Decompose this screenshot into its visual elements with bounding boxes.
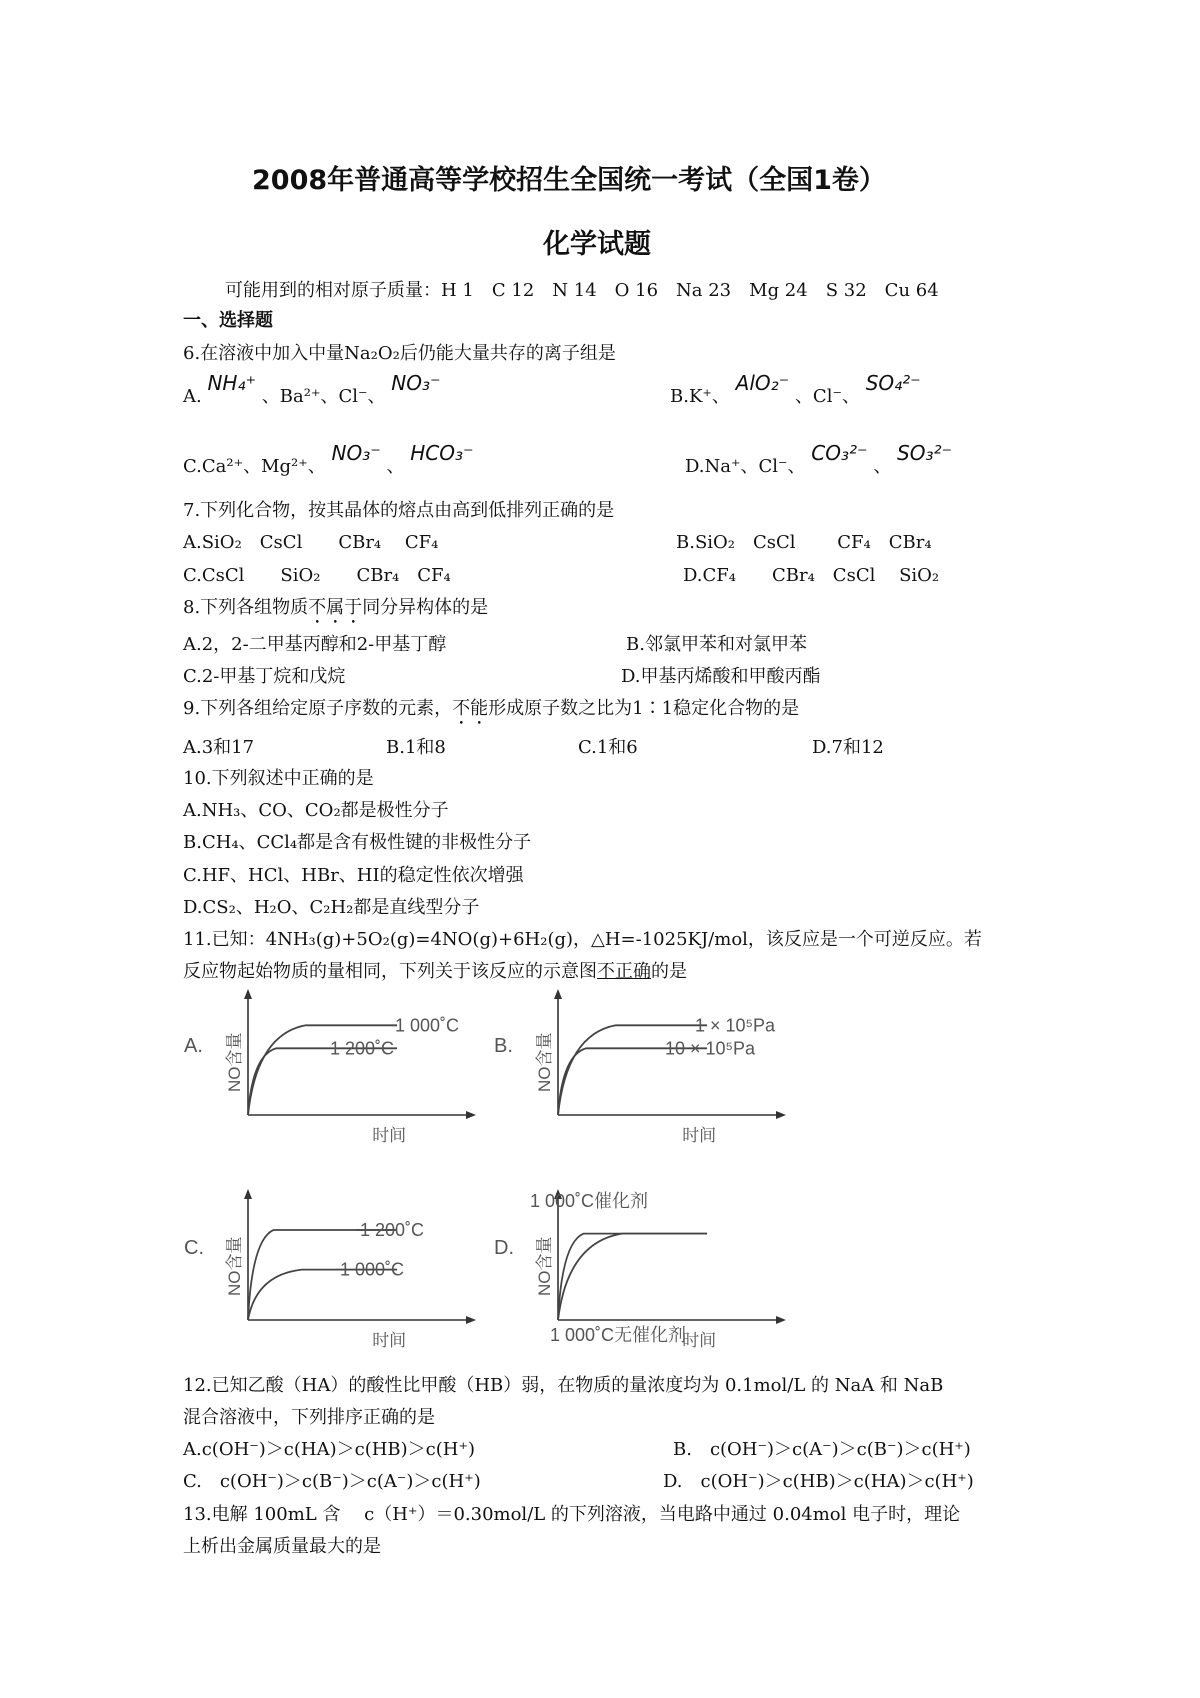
panel-letter: A. (184, 1034, 203, 1057)
q9-stem-pre: 9.下列各组给定原子序数的元素， (183, 698, 453, 719)
y-axis-label: NO含量 (535, 1236, 554, 1296)
series-label-0: 1 200˚C (360, 1220, 425, 1240)
q9-option-d: D.7和12 (812, 737, 884, 758)
q6-option-d (685, 441, 953, 478)
q6-c-mid: 、 (386, 456, 405, 477)
q10-option-c: C.HF、HCl、HBr、HI的稳定性依次增强 (183, 865, 524, 886)
page-subtitle: 化学试题 (543, 229, 651, 260)
q6-d-ion2: SO₃²⁻ (897, 441, 953, 465)
q8-option-c: C.2-甲基丁烷和戊烷 (183, 666, 346, 687)
q9-stem-emphasis: 不能 (452, 698, 489, 719)
series-label-1: 1 000˚C无催化剂 (550, 1325, 687, 1345)
y-axis-arrow (244, 989, 252, 999)
q6-option-b (670, 371, 921, 408)
q6-b-mid: 、Cl⁻、 (794, 386, 860, 407)
q6-d-prefix: D.Na⁺、Cl⁻、 (685, 456, 806, 477)
q6-d-mid: 、 (873, 456, 892, 477)
atomic-masses: 可能用到的相对原子质量：H 1 C 12 N 14 O 16 Na 23 Mg 24 S 32 Cu 64 (225, 280, 939, 301)
q12-option-d: D. c(OH⁻)＞c(HB)＞c(HA)＞c(H⁺) (663, 1471, 974, 1492)
q7-option-d: D.CF₄ CBr₄ CsCl SiO₂ (683, 565, 940, 586)
q7-option-b: B.SiO₂ CsCl CF₄ CBr₄ (676, 532, 932, 553)
q10-option-b: B.CH₄、CCl₄都是含有极性键的非极性分子 (183, 832, 532, 853)
q9-option-b: B.1和8 (386, 737, 446, 758)
q8-stem-emphasis: 不属于 (308, 597, 363, 618)
x-axis-arrow (466, 1316, 476, 1324)
q6-b-ion1: AlO₂⁻ (735, 371, 790, 395)
q11-line2-underline: 不正确 (597, 961, 651, 982)
q7-option-a: A.SiO₂ CsCl CBr₄ CF₄ (183, 532, 439, 553)
y-axis-label: NO含量 (535, 1032, 554, 1092)
q6-option-a (183, 371, 441, 408)
q7-stem: 7.下列化合物，按其晶体的熔点由高到低排列正确的是 (183, 500, 615, 521)
q6-b-ion2: SO₄²⁻ (865, 371, 921, 395)
q13-stem-line1: 13.电解 100mL 含 c（H⁺）＝0.30mol/L 的下列溶液，当电路中通过 0.04mol 电子时，理论 (183, 1504, 961, 1525)
x-axis-arrow (776, 1316, 786, 1324)
q13-stem-line2: 上析出金属质量最大的是 (183, 1536, 381, 1557)
page-title: 2008年普通高等学校招生全国统一考试（全国1卷） (252, 165, 886, 196)
q6-a-ion1: NH₄⁺ (207, 371, 257, 395)
x-axis-label: 时间 (682, 1331, 717, 1350)
x-axis-label: 时间 (372, 1126, 407, 1145)
series-line-0 (558, 1234, 707, 1320)
q6-c-ion1: NO₃⁻ (331, 441, 381, 465)
q9-stem-post: 形成原子数之比为1∶1稳定化合物的是 (488, 698, 800, 719)
panel-letter: C. (184, 1237, 204, 1259)
chart-panel-b (490, 985, 790, 1145)
series-line-1 (558, 1234, 707, 1320)
panel-letter: D. (494, 1237, 514, 1259)
series-label-1: 10 × 10⁵Pa (665, 1038, 756, 1059)
q12-option-a: A.c(OH⁻)＞c(HA)＞c(HB)＞c(H⁺) (183, 1439, 475, 1460)
q10-option-d: D.CS₂、H₂O、C₂H₂都是直线型分子 (183, 897, 480, 918)
q6-b-prefix: B.K⁺、 (670, 386, 730, 407)
chart-panel-a (180, 985, 480, 1145)
section-heading: 一、选择题 (183, 310, 273, 331)
q9-option-a: A.3和17 (183, 737, 255, 758)
series-label-0: 1 000˚C催化剂 (530, 1191, 649, 1211)
q9-option-c: C.1和6 (578, 737, 638, 758)
q12-stem-line2: 混合溶液中，下列排序正确的是 (183, 1407, 435, 1428)
chart-svg (180, 985, 480, 1145)
x-axis-arrow (776, 1111, 786, 1119)
y-axis-label: NO含量 (225, 1236, 244, 1296)
chart-panel-d (490, 1185, 790, 1350)
q8-option-a: A.2，2-二甲基丙醇和2-甲基丁醇 (183, 634, 447, 655)
q8-option-d: D.甲基丙烯酸和甲酸丙酯 (621, 666, 821, 687)
q11-stem-line1: 11.已知：4NH₃(g)+5O₂(g)=4NO(g)+6H₂(g)，△H=-1025KJ/mol，该反应是一个可逆反应。若 (183, 929, 982, 950)
chart-svg (490, 985, 790, 1145)
x-axis-label: 时间 (372, 1331, 407, 1350)
q11-stem-line2 (183, 957, 687, 983)
q7-option-c: C.CsCl SiO₂ CBr₄ CF₄ (183, 565, 451, 586)
chart-svg (490, 1185, 790, 1350)
y-axis-arrow (554, 989, 562, 999)
series-label-1: 1 200˚C (330, 1038, 395, 1059)
q12-option-c: C. c(OH⁻)＞c(B⁻)＞c(A⁻)＞c(H⁺) (183, 1471, 481, 1492)
q10-stem: 10.下列叙述中正确的是 (183, 768, 374, 789)
q6-a-ion2: NO₃⁻ (391, 371, 441, 395)
q6-d-ion1: CO₃²⁻ (811, 441, 868, 465)
q6-option-c (183, 441, 474, 478)
q8-option-b: B.邻氯甲苯和对氯甲苯 (626, 634, 807, 655)
chart-panel-c (180, 1185, 480, 1350)
x-axis-arrow (466, 1111, 476, 1119)
chart-svg (180, 1185, 480, 1350)
q8-stem (183, 593, 488, 628)
q11-line2-post: 的是 (651, 961, 687, 982)
q11-line2-pre: 反应物起始物质的量相同，下列关于该反应的示意图 (183, 961, 597, 982)
q6-a-mid: 、Ba²⁺、Cl⁻、 (261, 386, 386, 407)
q8-stem-post: 同分异构体的是 (362, 597, 489, 618)
series-label-0: 1 × 10⁵Pa (695, 1015, 776, 1036)
q6-stem: 6.在溶液中加入中量Na₂O₂后仍能大量共存的离子组是 (183, 343, 616, 364)
q6-c-ion2: HCO₃⁻ (410, 441, 474, 465)
q12-stem-line1: 12.已知乙酸（HA）的酸性比甲酸（HB）弱，在物质的量浓度均为 0.1mol/L 的 NaA 和 NaB (183, 1375, 944, 1396)
q10-option-a: A.NH₃、CO、CO₂都是极性分子 (183, 800, 449, 821)
q6-a-prefix: A. (183, 386, 202, 407)
q6-c-prefix: C.Ca²⁺、Mg²⁺、 (183, 456, 326, 477)
x-axis-label: 时间 (682, 1126, 717, 1145)
q8-stem-pre: 8.下列各组物质 (183, 597, 309, 618)
series-label-1: 1 000˚C (340, 1259, 405, 1280)
panel-letter: B. (494, 1034, 513, 1057)
y-axis-label: NO含量 (225, 1032, 244, 1092)
q9-stem (183, 694, 799, 729)
series-label-0: 1 000˚C (395, 1015, 460, 1036)
q12-option-b: B. c(OH⁻)＞c(A⁻)＞c(B⁻)＞c(H⁺) (673, 1439, 971, 1460)
y-axis-arrow (244, 1189, 252, 1199)
